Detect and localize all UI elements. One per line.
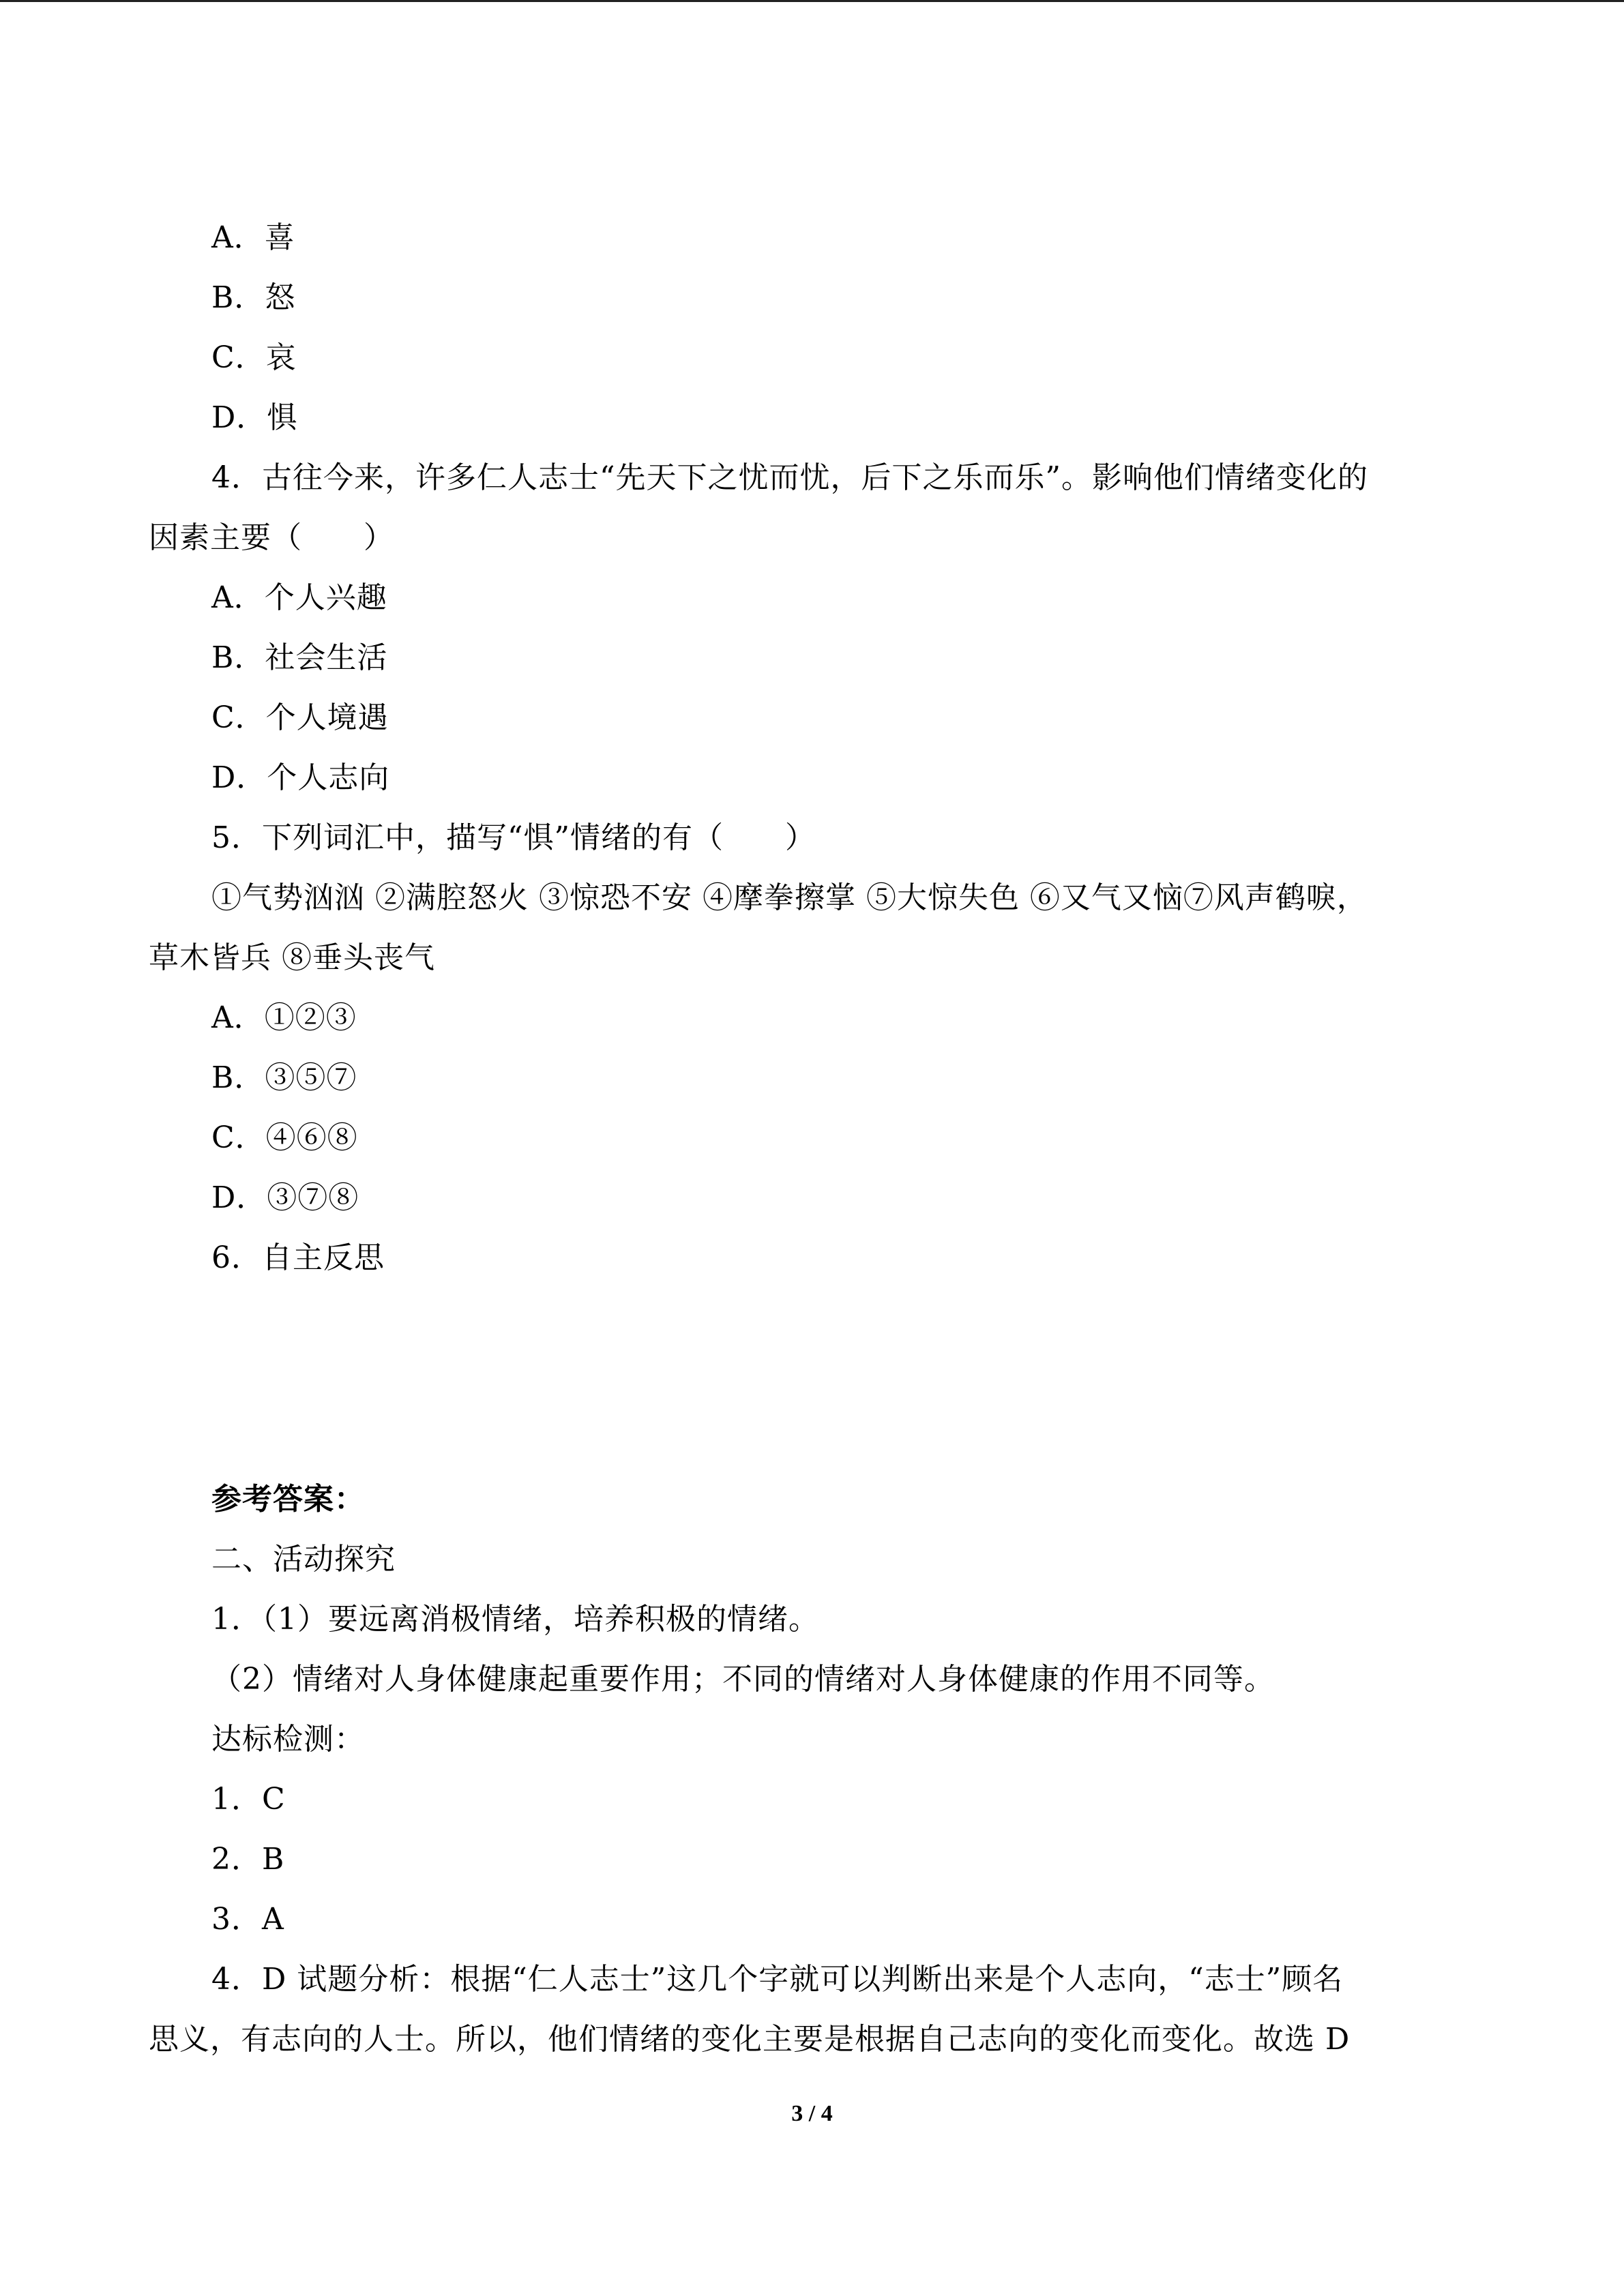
check-heading: 达标检测： xyxy=(211,1722,365,1757)
q4-option-c: C．个人境遇 xyxy=(211,700,389,735)
q3-option-b: B．怒 xyxy=(211,280,296,315)
answer-1-part2: （2）情绪对人身体健康起重要作用；不同的情绪对人身体健康的作用不同等。 xyxy=(211,1662,1275,1697)
check-answer-4-line2: 思义，有志向的人士。所以，他们情绪的变化主要是根据自己志向的变化而变化。故选 D xyxy=(149,2022,1350,2057)
check-answer-3: 3．A xyxy=(211,1902,284,1937)
q5-items-line2: 草木皆兵 ⑧垂头丧气 xyxy=(149,940,435,975)
q5-option-c: C．④⑥⑧ xyxy=(211,1120,358,1155)
q5-option-b: B．③⑤⑦ xyxy=(211,1060,357,1095)
q6-stem: 6．自主反思 xyxy=(211,1240,385,1275)
q4-option-a: A．个人兴趣 xyxy=(211,580,387,615)
q4-option-b: B．社会生活 xyxy=(211,640,388,675)
q3-option-d: D．惧 xyxy=(211,400,298,435)
q4-stem-line1: 4．古往今来，许多仁人志士“先天下之忧而忧，后下之乐而乐”。影响他们情绪变化的 xyxy=(211,460,1368,495)
q5-option-a: A．①②③ xyxy=(211,1000,357,1035)
q4-stem-line2: 因素主要（ ） xyxy=(149,520,394,555)
check-answer-4-line1: 4．D 试题分析：根据“仁人志士”这几个字就可以判断出来是个人志向，“志士”顾名 xyxy=(211,1962,1344,1997)
answer-1-part1: 1．（1）要远离消极情绪，培养积极的情绪。 xyxy=(211,1602,819,1637)
q3-option-c: C．哀 xyxy=(211,340,297,375)
answers-heading: 参考答案： xyxy=(211,1482,365,1517)
q5-items-line1: ①气势汹汹 ②满腔怒火 ③惊恐不安 ④摩拳擦掌 ⑤大惊失色 ⑥又气又恼⑦风声鹤唳， xyxy=(211,880,1368,915)
q4-option-d: D．个人志向 xyxy=(211,760,390,795)
check-answer-1: 1．C xyxy=(211,1782,286,1817)
page-number: 3 / 4 xyxy=(791,2101,833,2126)
q3-option-a: A．喜 xyxy=(211,220,295,255)
q5-stem: 5．下列词汇中，描写“惧”情绪的有（ ） xyxy=(211,820,816,855)
answers-section: 二、活动探究 xyxy=(211,1542,396,1577)
check-answer-2: 2．B xyxy=(211,1842,285,1877)
q5-option-d: D．③⑦⑧ xyxy=(211,1180,359,1215)
